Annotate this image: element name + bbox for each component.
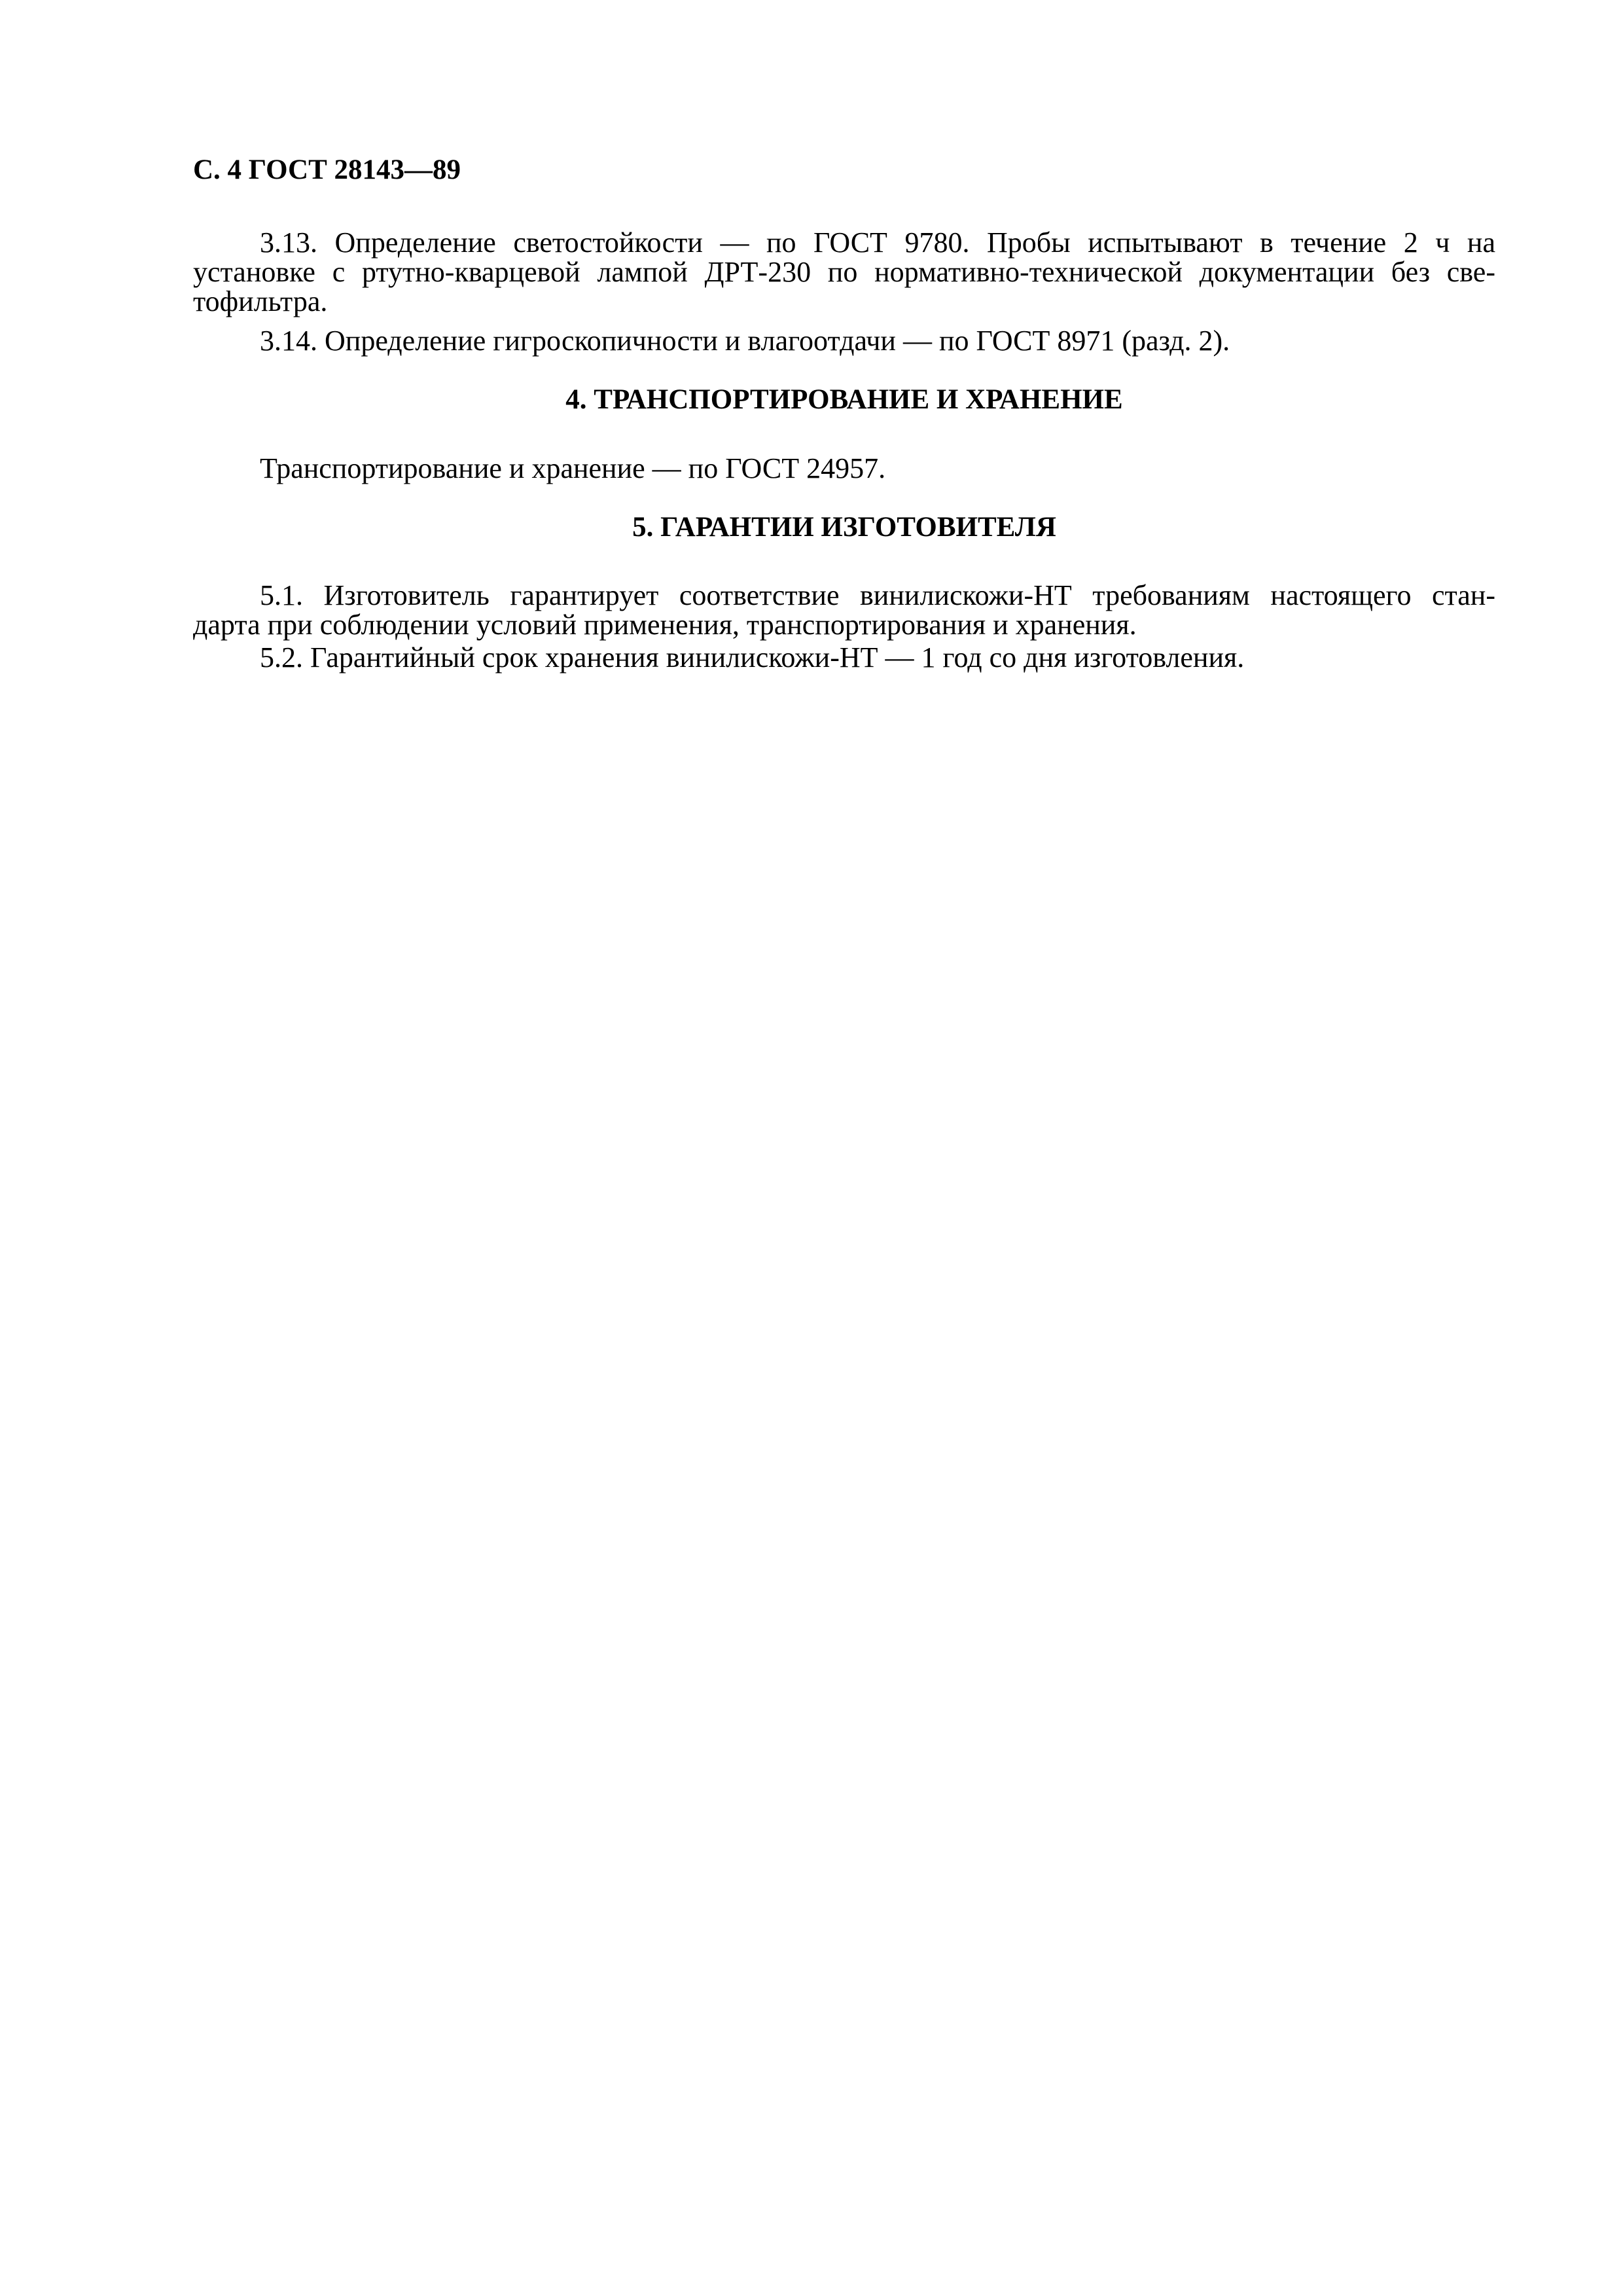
paragraph-5-2-text: 5.2. Гарантийный срок хранения винилискожи-НТ — 1 год со дня изготовления.: [260, 641, 1245, 673]
paragraph-3-13-line-1: 3.13. Определение светостойкости — по ГОСТ 9780. Пробы испытывают в течение 2 ч на: [260, 226, 1495, 259]
paragraph-3-14-text: 3.14. Определение гигроскопичности и влагоотдачи — по ГОСТ 8971 (разд. 2).: [260, 325, 1230, 357]
section-4-heading: 4. ТРАНСПОРТИРОВАНИЕ И ХРАНЕНИЕ: [565, 384, 1123, 415]
paragraph-5-1-line-2: дарта при соблюдении условий применения, транспортирования и хранения.: [193, 609, 1137, 641]
paragraph-3-14: [193, 326, 1495, 355]
paragraph-5-1-line-1: 5.1. Изготовитель гарантирует соответствие винилискожи-НТ требованиям настоящего стан-: [260, 579, 1495, 611]
section-4-text: Транспортирование и хранение — по ГОСТ 24957.: [260, 452, 886, 484]
paragraph-5-2: [193, 643, 1495, 672]
running-head: С. 4 ГОСТ 28143—89: [193, 154, 461, 185]
paragraph-3-13-line-3: тофильтра.: [193, 285, 328, 317]
paragraph-5-1: [193, 581, 1495, 639]
section-4-paragraph: [193, 454, 1495, 483]
section-5-heading: 5. ГАРАНТИИ ИЗГОТОВИТЕЛЯ: [632, 512, 1056, 543]
paragraph-3-13: [193, 228, 1495, 316]
paragraph-3-13-line-2: установке с ртутно-кварцевой лампой ДРТ-230 по нормативно-технической документации без све-: [193, 256, 1495, 288]
